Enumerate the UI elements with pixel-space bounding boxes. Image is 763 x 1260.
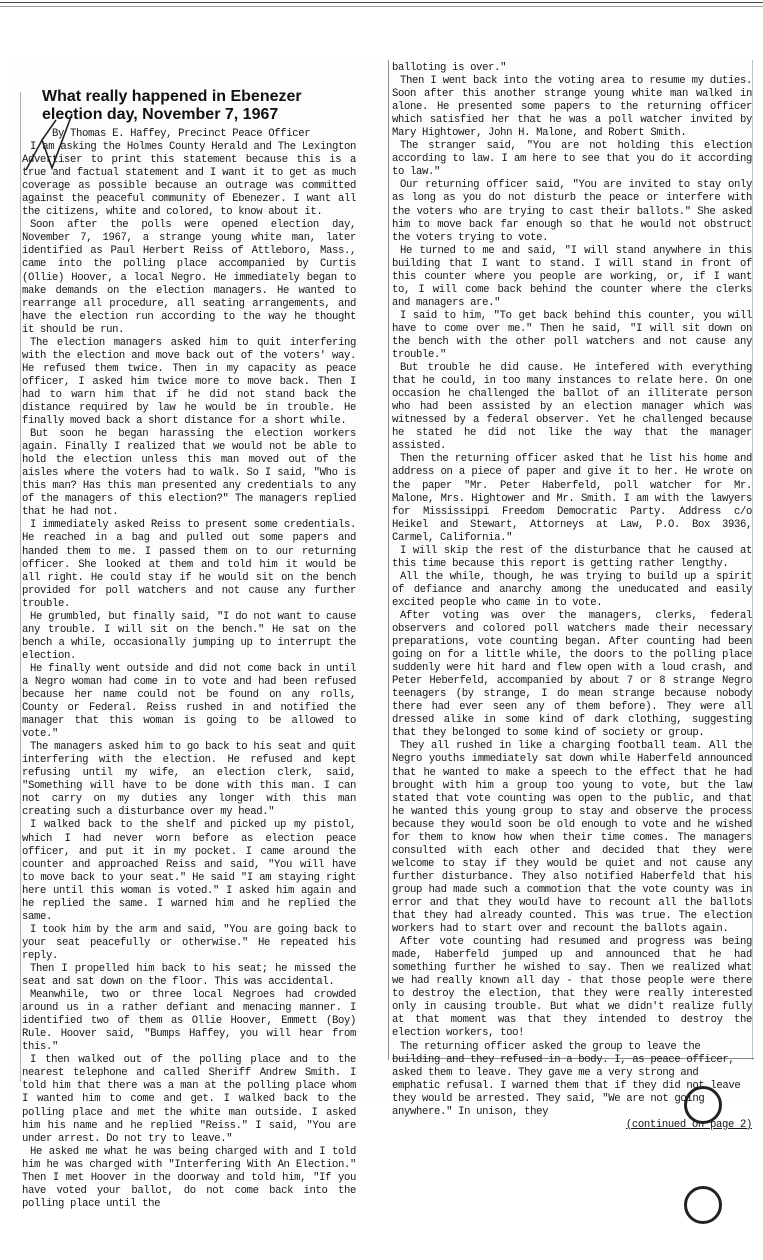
paragraph: After vote counting had resumed and progress was being made, Haberfeld jumped up and announced that he had something further he wished to say. Then we realized what we had really known all day - that those people were there to destroy the election, that they were really interested only in causing trouble. But what we didn't realize fully at that moment was that they intended to destroy the election workers, too! xyxy=(392,936,752,1040)
page-top-rule xyxy=(0,2,763,3)
paragraph: Soon after the polls were opened election day, November 7, 1967, a strange young white man, later identified as Paul Herbert Reiss of Attleboro, Mass., came into the polling place accompanied by Curtis (Ollie) Hoover, a local Negro. He immediately began to make demands on the election managers. He wanted to rearrange all procedure, all seating arrangements, and have the election run according to the way he thought it should be run. xyxy=(22,219,356,336)
binder-hole-ring-icon xyxy=(684,1186,722,1224)
paragraph: I am asking the Holmes County Herald and The Lexington Advertiser to print this statement because this is a true and factual statement and I want it to get as much coverage as possible because an outrage was committed against the peaceful community of Ebenezer. I want all the citizens, white and colored, to know about it. xyxy=(22,141,356,219)
paragraph: He turned to me and said, "I will stand anywhere in this building that I want to stand. I will stand in front of this counter where you people are working, or, if I want to, I will come back behind the counter where the clerks and managers are." xyxy=(392,244,752,309)
paragraph: But soon he began harassing the election workers again. Finally I realized that we would not be able to hold the election unless this man moved out of the aisles where the voters had to walk. So I said, "Who is this man? Has this man presented any credentials to any of the managers of this election?" The managers replied that he had not. xyxy=(22,428,356,519)
paragraph: The managers asked him to go back to his seat and quit interfering with the election. He refused and kept refusing until my wife, an election clerk, said, "Something will have to be done with this man. I can not carry on my duties any longer with this man creating such a disturbance over my head." xyxy=(22,741,356,819)
right-column-border xyxy=(388,60,389,1060)
paragraph: Then I went back into the voting area to resume my duties. Soon after this another strange young white man walked in alone. He presented some papers to the returning officer which satisfied her that he was a poll watcher invited by Mary Hightower, John H. Malone, and Robert Smith. xyxy=(392,75,752,140)
paragraph: I said to him, "To get back behind this counter, you will have to come over me." Then he said, "I will sit down on the bench with the other poll watchers and not cause any trouble." xyxy=(392,309,752,362)
paragraph: After voting was over the managers, clerks, federal observers and colored poll watchers made their necessary preparations, vote counting began. After counting had been going on for a little while, the doors to the polling place suddenly were hit hard and flew open with a loud crash, and Peter Heberfeld, accompanied by about 7 or 8 strange Negro teenagers (by strange, I do mean strange because nobody there had ever seen any of them before). They were all dressed alike in some kind of dark clothing, suggesting that they belonged to some kind of society or group. xyxy=(392,609,752,740)
paragraph: He asked me what he was being charged with and I told him he was charged with "Interfering With An Election." Then I met Hoover in the doorway and told him, "If you have voted your ballot, do not come back into the polling place until the xyxy=(22,1145,356,1210)
paragraph: Then I propelled him back to his seat; he missed the seat and sat down on the floor. This was accidental. xyxy=(22,963,356,989)
paragraph: He grumbled, but finally said, "I do not want to cause any trouble. I will sit on the bench." He sat on the bench a while, occasionally jumping up to interrupt the election. xyxy=(22,610,356,662)
page-top-rule-secondary xyxy=(0,6,763,7)
paragraph: They all rushed in like a charging football team. All the Negro youths immediately sat down while Haberfeld announced that he wanted to make a speech to the effect that he had brought with him a group too young to vote, but the law stated that vote counting was open to the public, and that he wanted this young group to stay and observe the process because they would soon be old enough to vote and he wished for them to know how when their time comes. The managers consulted with each other and decided that they were welcome to stay if they would be quiet and not cause any further disturbance. They also notified Haberfeld that his group had made such a commotion that the vote county was in error and that they would have to recount all the ballots that they had already counted. This was true. The election workers had to start over and recount the ballots again. xyxy=(392,740,752,936)
paragraph: I then walked out of the polling place and to the nearest telephone and called Sheriff Andrew Smith. I told him that there was a man at the polling place whom I wanted him to come and get. I walked back to the polling place and met the white man outside. I asked him his name and he replied "Reiss." I said, "You are under arrest. Do not try to leave." xyxy=(22,1054,356,1145)
paragraph: All the while, though, he was trying to build up a spirit of defiance and anarchy among the uneducated and easily excited people who came in to vote. xyxy=(392,570,752,609)
paragraph: I took him by the arm and said, "You are going back to your seat peacefully or otherwise." He repeated his reply. xyxy=(22,923,356,962)
paragraph: Meanwhile, two or three local Negroes had crowded around us in a rather defiant and menacing manner. I identified two of them as Ollie Hoover, Emmett (Boy) Rule. Hoover said, "Bumps Haffey, you will hear from this." xyxy=(22,989,356,1054)
paragraph: balloting is over." xyxy=(392,62,507,74)
paragraph: Our returning officer said, "You are invited to stay only as long as you do not disturb the peace or interfere with the voters who are trying to cast their ballots." She asked him to move back far enough so that he would not obstruct the voters trying to vote. xyxy=(392,179,752,244)
paragraph: The election managers asked him to quit interfering with the election and move back out of the voters' way. He refused them twice. Then in my capacity as peace officer, I asked him twice more to move back. Then I had to warn him that if he did not stand back the distance required by law he would be in trouble. He finally moved back a short distance for a short while. xyxy=(22,336,356,428)
paragraph: I will skip the rest of the disturbance that he caused at this time because this report is getting rather lengthy. xyxy=(392,544,752,570)
binder-hole-ring-icon xyxy=(684,1086,722,1124)
paragraph: Then the returning officer asked that he list his home and address on a piece of paper and give it to her. He wrote on the paper "Mr. Peter Haberfeld, poll watcher for Mr. Malone, Mrs. Hightower and Mr. Smith. I am with the lawyers for Mississippi Freedom Democratic Party. Address c/o Heikel and Stewart, Attorneys at Law, P.O. Box 3936, Carmel, California." xyxy=(392,453,752,544)
paragraph: But trouble he did cause. He intefered with everything that he could, in too many instances to relate here. On one occasion he challenged the ballot of an illiterate person who had been assisted by an election manager which was witnessed by a federal observer. Yet he challenged because he stated he did not like the way that the manager assisted. xyxy=(392,362,752,453)
article-byline: By Thomas E. Haffey, Precinct Peace Officer xyxy=(52,128,311,140)
paragraph: He finally went outside and did not come back in until a Negro woman had come in to vote and had been refused because her name could not be found on any rolls, County or Federal. Reiss rushed in and notified the manager that this woman is going to be allowed to vote." xyxy=(22,662,356,741)
paragraph: I walked back to the shelf and picked up my pistol, which I had never worn before as election peace officer, and put it in my pocket. I came around the counter and approached Reiss and said, "You will have to move back to your seat." He said "I am staying right here until this woman is voted." I asked him again and he replied the same. I warned him and he replied the same. xyxy=(22,819,356,923)
article-right-column xyxy=(392,62,752,1131)
article-left-column xyxy=(22,88,356,1210)
left-column-border xyxy=(20,92,21,1082)
paragraph: I immediately asked Reiss to present some credentials. He reached in a bag and pulled out some papers and handed them to me. I passed them on to our returning officer. She looked at them and told him it would be all right. He could stay if he would sit on the bench provided for poll watchers and not cause any further trouble. xyxy=(22,519,356,610)
article-headline: What really happened in Ebenezer election day, November 7, 1967 xyxy=(42,88,302,123)
paragraph: The stranger said, "You are not holding this election according to law. I am here to see that you do it according to law." xyxy=(392,140,752,179)
continued-on-page-label: (continued on page 2) xyxy=(625,1118,752,1131)
paragraph: The returning officer asked the group to leave the building and they refused in a body. I, as peace officer, asked them to leave. They gave me a very strong and emphatic refusal. I warned them that if they did not leave they would be arrested. They said, "We are not going anywhere." In unison, they xyxy=(392,1040,741,1118)
right-edge-border xyxy=(752,60,753,1060)
